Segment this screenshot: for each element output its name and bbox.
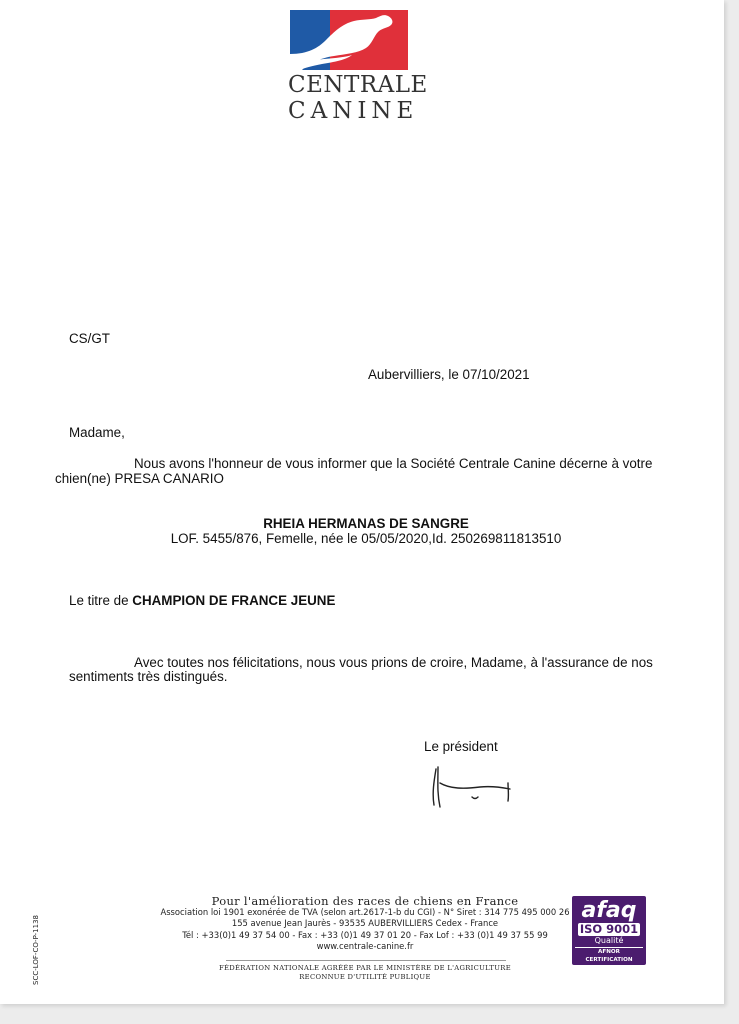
footer-legal: Association loi 1901 exonérée de TVA (selon art.2617-1-b du CGI) - N° Siret : 314 775 495 000 26 (160, 907, 570, 917)
title-prefix: Le titre de (69, 593, 129, 608)
brand-line-1: CENTRALE (288, 72, 428, 98)
afnor-certification: AFNOR CERTIFICATION (575, 947, 643, 964)
reference: CS/GT (69, 331, 110, 346)
signature (428, 763, 518, 811)
footer (150, 894, 580, 908)
iso-standard: ISO 9001 (579, 922, 639, 936)
signatory: Le président (424, 739, 498, 754)
footer-phone-fax: Tél : +33(0)1 49 37 54 00 - Fax : +33 (0)1 49 37 01 20 - Fax Lof : +33 (0)1 49 37 55 99 (182, 929, 548, 940)
place-date: Aubervilliers, le 07/10/2021 (368, 367, 530, 382)
brand-line-2: CANINE (288, 98, 419, 124)
document-side-code: SCC-LOF-CO-P-1138 (32, 915, 40, 985)
footer-address: 155 avenue Jean Jaurès - 93535 AUBERVILLIERS Cedex - France (231, 918, 499, 929)
afaq-brand: afaq (581, 898, 637, 923)
dog-name: RHEIA HERMANAS DE SANGRE (263, 516, 469, 531)
footer-website: www.centrale-canine.fr (316, 941, 414, 952)
closing-line-1: Avec toutes nos félicitations, nous vous prions de croire, Madame, à l'assurance de nos (134, 655, 653, 670)
title-value: CHAMPION DE FRANCE JEUNE (132, 593, 336, 608)
quality-label: Qualité (594, 936, 624, 945)
intro-line-1: Nous avons l'honneur de vous informer que la Société Centrale Canine décerne à votre (134, 456, 653, 471)
salutation: Madame, (69, 425, 125, 440)
footer-federation: FÉDÉRATION NATIONALE AGRÉÉE PAR LE MINISTÈRE DE L'AGRICULTURE (219, 964, 511, 972)
afaq-iso-9001-badge (572, 896, 646, 965)
title-award (69, 593, 335, 608)
intro-line-2: chien(ne) PRESA CANARIO (55, 471, 224, 486)
footer-motto: Pour l'amélioration des races de chiens en France (211, 894, 519, 908)
dog-details: LOF. 5455/876, Femelle, née le 05/05/2020,Id. 250269811813510 (170, 531, 562, 546)
footer-details (150, 907, 580, 953)
footer-public-utility: RECONNUE D'UTILITÉ PUBLIQUE (299, 973, 431, 981)
footer-divider (226, 960, 506, 961)
centrale-canine-dog-logo (290, 10, 408, 70)
closing-line-2: sentiments très distingués. (69, 669, 228, 684)
